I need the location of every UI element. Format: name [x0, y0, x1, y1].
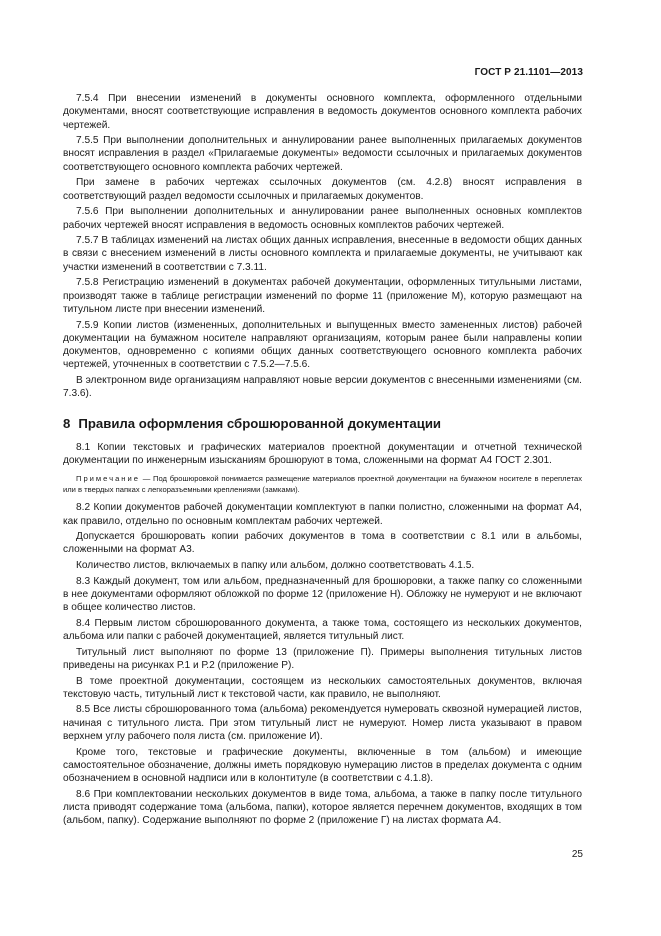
document-header: ГОСТ Р 21.1101—2013 [474, 67, 583, 78]
paragraph: 8.4 Первым листом сброшюрованного документа, а также тома, состоящего из нескольких документов, альбома или папки с рабочей документацией, является титульный лист. [63, 617, 582, 643]
paragraph: Количество листов, включаемых в папку или альбом, должно соответствовать 4.1.5. [76, 559, 475, 571]
section-7-5-continuation [63, 92, 582, 401]
paragraph: В томе проектной документации, состоящем из нескольких самостоятельных документов, включая текстовую часть, титульный лист к текстовой части, как правило, не выполняют. [63, 675, 582, 700]
note-label: Примечание [76, 474, 140, 484]
section-title: Правила оформления сброшюрованной документации [78, 415, 442, 431]
paragraph: 7.5.8 Регистрацию изменений в документах рабочей документации, оформленных титульными листами, производят также в таблице регистрации изменений по форме 11 (приложение М), которую размещают на титульном листе при внесении изменений. [63, 277, 582, 315]
paragraph: 8.6 При комплектовании нескольких документов в виде тома, альбома, а также в папку после титульного листа приводят содержание тома (альбома, папки), которое является перечнем документов, входящих в том (альбом, папку). Содержание выполняют по форме 2 (приложение Г) на листах формата А4. [63, 788, 582, 827]
note-text: — Под брошюровкой понимается размещение материалов проектной документации на бумажном носителе в переплетах или в твердых папках с легкоразъемными креплениями (замками). [63, 474, 582, 495]
section-heading [63, 416, 582, 432]
paragraph: Титульный лист выполняют по форме 13 (приложение П). Примеры выполнения титульных листов приведены на рисунках Р.1 и Р.2 (приложение Р). [63, 646, 582, 671]
note [63, 473, 582, 495]
paragraph: Допускается брошюровать копии рабочих документов в тома в соответствии с 8.1 или в альбомы, сложенными на формат А3. [63, 531, 582, 556]
page-number: 25 [571, 849, 583, 860]
paragraph: 7.5.4 При внесении изменений в документы основного комплекта, оформленного отдельными документами, вносят соответствующие исправления в ведомость документов основного комплекта рабочих чертежей. [63, 93, 582, 131]
paragraph: 8.1 Копии текстовых и графических материалов проектной документации и отчетной технической документации по инженерным изысканиям брошюруют в тома, сложенными на формат А4 ГОСТ 2.301. [63, 441, 582, 466]
page-body [63, 92, 582, 830]
paragraph: В электронном виде организациям направляют новые версии документов с внесенными изменениями (см. 7.3.6). [63, 375, 582, 400]
paragraph: 7.5.9 Копии листов (измененных, дополнительных и выпущенных вместо замененных листов) рабочей документации на бумажном носителе направляют организациям, которым ранее были направлены копии документов, одновременно с копиями общих данных соответствующего основного комплекта рабочих чертежей, уточненных в соответствии с 7.5.2—7.5.6. [63, 319, 582, 371]
paragraph: 7.5.5 При выполнении дополнительных и аннулировании ранее выполненных прилагаемых документов вносят исправления в раздел «Прилагаемые документы» ведомости ссылочных и прилагаемых документов соответствующего основного комплекта рабочих чертежей. [63, 135, 582, 173]
paragraph: Кроме того, текстовые и графические документы, включенные в том (альбом) и имеющие самостоятельное обозначение, должны иметь порядковую нумерацию листов в пределах документа с одним обозначением в основной надписи или в колонтитуле (в соответствии с 4.1.8). [63, 746, 582, 785]
paragraph: 8.5 Все листы сброшюрованного тома (альбома) рекомендуется нумеровать сквозной нумерацией листов, начиная с титульного листа. При этом титульный лист не нумеруют. Номер листа указывают в правом верхнем углу рабочего поля листа (см. приложение И). [63, 704, 582, 743]
paragraph: 7.5.6 При выполнении дополнительных и аннулировании ранее выполненных основных комплектов рабочих чертежей вносят исправления в ведомость основных комплектов рабочих чертежей. [63, 206, 582, 231]
paragraph: 8.2 Копии документов рабочей документации комплектуют в папки полистно, сложенными на формат А4, как правило, отдельно по основным комплектам рабочих чертежей. [63, 502, 582, 527]
paragraph: При замене в рабочих чертежах ссылочных документов (см. 4.2.8) вносят исправления в соответствующий раздел ведомости ссылочных и прилагаемых документов. [63, 177, 582, 202]
paragraph: 7.5.7 В таблицах изменений на листах общих данных исправления, внесенные в ведомости общих данных в связи с внесением изменений в листы основного комплекта и прилагаемые документы, не учитывают как участки изменений в соответствии с 7.3.11. [63, 235, 582, 273]
paragraph: 8.3 Каждый документ, том или альбом, предназначенный для брошюровки, а также папку со сложенными в нее документами оформляют обложкой по форме 12 (приложение Н). Обложку не нумеруют и не включают в общее количество листов. [63, 575, 582, 614]
section-number: 8 [63, 415, 71, 431]
section-8-body [63, 501, 582, 828]
